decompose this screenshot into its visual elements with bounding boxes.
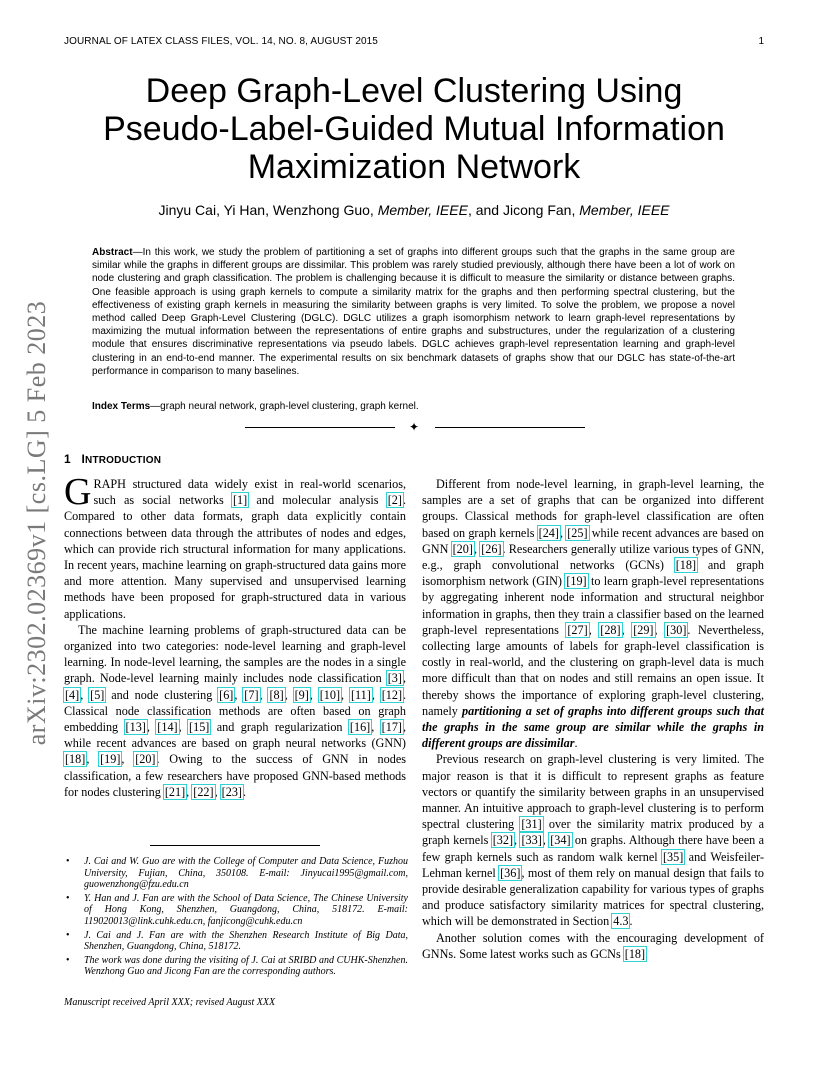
text-run: to learn graph-level representations by aggregating inherent node information and structural neighbor information in graphs, then they train a classifier based on the learned graph-level representations xyxy=(422,574,764,637)
index-terms xyxy=(92,401,735,412)
citation-link[interactable]: [20] xyxy=(452,541,473,556)
section-heading xyxy=(64,452,161,466)
index-terms-label: Index Terms xyxy=(92,401,151,412)
citation-link[interactable]: [7] xyxy=(244,687,259,702)
text-run: and graph isomorphism network (GIN) xyxy=(422,558,764,589)
text-run: and node clustering xyxy=(105,687,219,702)
paragraph xyxy=(64,471,406,622)
citation-link[interactable]: [25] xyxy=(567,525,588,540)
footnote-item: • J. Cai and W. Guo are with the College of Computer and Data Science, Fuzhou University, Fujian, China, 350108. E-mail: Jinyucai1995@gmail.com, guowenzhong@fzu.edu.cn xyxy=(64,856,408,891)
citation-link[interactable]: [18] xyxy=(65,752,86,767)
text-run: and Weisfeiler-Lehman kernel xyxy=(422,849,765,880)
citation-link[interactable]: [20] xyxy=(135,752,156,767)
section-title-initial: I xyxy=(81,452,86,466)
abstract-label: Abstract xyxy=(92,247,133,258)
citation-link[interactable]: [9] xyxy=(294,687,309,702)
smallcaps-word: RAPH xyxy=(93,477,126,491)
citation-link[interactable]: [23] xyxy=(221,784,242,799)
citation-link[interactable]: [2] xyxy=(387,493,402,508)
citation-link[interactable]: [22] xyxy=(193,784,214,799)
paragraph: The machine learning problems of graph-structured data can be organized into two categories: node-level learning and graph-level learning. In node-level learning, the samples are the nodes in a single graph. Node-level learning mainly includes node classification [3], [4], [5] and node clustering [6], [7], [8], [9], [10], [11], [12]. Classical node classification methods are often based on graph embedding [13], [14], [15] and graph regularization [16], [17], while recent advances are based on graph neural networks (GNN) [18], [19], [20]. Owing to the success of GNN in nodes classification, a few researchers have proposed GNN-based methods for nodes clustering [21], [22], [23]. xyxy=(64,622,407,799)
text-run: . xyxy=(629,914,633,929)
citation-link[interactable]: [3] xyxy=(387,671,402,686)
author-list xyxy=(80,202,748,218)
text-run: Another solution comes with the encouraging development of GNNs. Some latest works such as GCNs xyxy=(422,930,764,961)
title-line: Deep Graph-Level Clustering Using xyxy=(145,72,683,110)
citation-link[interactable]: [12] xyxy=(381,687,403,702)
author-membership: Member, IEEE xyxy=(377,202,468,218)
left-column xyxy=(64,471,407,800)
emphasized-definition: partitioning a set of graphs into different groups such that the graphs in the same group are similar while the graphs in different groups are dissimilar xyxy=(422,703,765,751)
separator-diamond-icon: ✦ xyxy=(409,420,420,434)
title-line: Maximization Network xyxy=(247,148,581,186)
citation-link[interactable]: [18] xyxy=(675,558,697,573)
abstract-text: —In this work, we study the problem of partitioning a set of graphs into different groups such that the graphs in the same group are similar while the graphs in different groups are dissimilar. This problem was rarely studied previously, although there have been a lot of work on node clustering and graph classification. The problem is challenging because it is difficult to measure the similarity or distance between graphs. One feasible approach is using graph kernels to compute a similarity matrix for the graphs and then performing spectral clustering, but the effectiveness of existing graph kernels in measuring the similarity between graphs is very limited. To solve the problem, we propose a novel method called Deep Graph-Level Clustering (DGLC). DGLC utilizes a graph isomorphism network to learn graph-level representations by maximizing the mutual information between the representations of entire graphs and substructures, under the regularization of a clustering module that ensures discriminative representations via pseudo labels. DGLC achieves graph-level representation learning and graph-level clustering in an end-to-end manner. The experimental results on six benchmark datasets of graphs show that our DGLC has state-of-the-art performance in comparison to many baselines. xyxy=(92,247,735,377)
citation-link[interactable]: [19] xyxy=(100,752,121,767)
citation-link[interactable]: [4] xyxy=(65,687,80,702)
citation-link[interactable]: [27] xyxy=(567,622,588,637)
citation-link[interactable]: [34] xyxy=(550,833,571,848)
footnote-item: • Y. Han and J. Fan are with the School of Data Science, The Chinese University of Hong Kong, Shenzhen, Guangdong, China, 518172. E-mail: 119020013@link.cuhk.edu.cn, fanjicong@cuhk.edu.cn xyxy=(64,893,408,928)
paragraph xyxy=(422,930,764,962)
citation-link[interactable]: [19] xyxy=(566,574,587,589)
text-run: on graphs. Although there have been a few graph kernels such as random walk kernel xyxy=(422,833,765,864)
text-run: structured data widely exist in real-world scenarios, such as social networks xyxy=(93,477,406,508)
author-names: , and Jicong Fan, xyxy=(467,202,580,218)
citation-link[interactable]: [36] xyxy=(500,865,521,880)
author-membership: Member, IEEE xyxy=(579,202,670,218)
citation-link[interactable]: [35] xyxy=(663,849,684,864)
citation-link[interactable]: [6] xyxy=(219,687,234,702)
text-run: . Nevertheless, collecting large amounts of labels for graph-level classification is costly in real-world, and the clustering on graph-level data is much more difficult than that on nodes and still remains an open issue. It thereby shows the importance of exploring graph-level clustering, namely xyxy=(422,622,764,718)
drop-cap: G xyxy=(64,471,92,513)
citation-link[interactable]: [1] xyxy=(232,493,248,508)
citation-link[interactable]: [16] xyxy=(349,720,371,735)
text-run: . Classical node classification methods are often based on graph embedding xyxy=(64,687,407,735)
footnote-rule xyxy=(150,845,320,846)
footnote-list xyxy=(64,856,408,980)
footnote-item: • J. Cai and J. Fan are with the Shenzhen Research Institute of Big Data, Shenzhen, Guangdong, China, 518172. xyxy=(64,930,408,953)
page-number: 1 xyxy=(758,36,764,47)
citation-link[interactable]: [5] xyxy=(90,687,105,702)
abstract xyxy=(92,246,735,378)
citation-link[interactable]: [8] xyxy=(269,687,284,702)
citation-link[interactable]: [11] xyxy=(350,687,371,702)
paper-title xyxy=(80,72,748,186)
text-run: Different from node-level learning, in graph-level learning, the samples are a set of graphs that can be organized into different groups. Classical methods for graph-level classification are often based on graph kernels xyxy=(422,477,764,540)
footnote-item: • The work was done during the visiting of J. Cai at SRIBD and CUHK-Shenzhen. Wenzhong Guo and Jicong Fan are the corresponding authors. xyxy=(64,955,408,978)
citation-link[interactable]: [21] xyxy=(164,784,186,799)
citation-link[interactable]: [28] xyxy=(600,622,621,637)
citation-link[interactable]: [29] xyxy=(633,622,654,637)
text-run: Previous research on graph-level clustering is very limited. The major reason is that it is difficult to represent graphs as feature vectors or quantify the similarity between graphs in an unsupervised manner. An intuitive approach to graph-level clustering is to perform spectral clustering xyxy=(422,752,764,832)
text-run: over the similarity matrix produced by a graph kernels xyxy=(422,817,764,848)
manuscript-note: Manuscript received April XXX; revised August XXX xyxy=(64,997,276,1008)
citation-link[interactable]: [18] xyxy=(624,946,646,961)
text-run: while recent advances are based on GNN xyxy=(422,525,765,556)
text-run: . xyxy=(574,736,578,751)
citation-link[interactable]: [14] xyxy=(157,720,178,735)
text-run: , most of them rely on manual design that fails to provide desirable generalization capability for various types of graphs and produce satisfactory similarity matrices for spectral clustering, which will be demonstrated in Section xyxy=(422,865,764,929)
section-link[interactable]: 4.3 xyxy=(613,914,629,929)
text-run: . Researchers generally utilize various types of GNN, e.g., graph convolutional networks (GCNs) xyxy=(422,541,764,573)
text-run: The machine learning problems of graph-structured data can be organized into two categories: node-level learning and graph-level learning. In node-level learning, the samples are the nodes in a single graph. Node-level learning mainly includes node classification xyxy=(64,622,406,686)
running-head: JOURNAL OF LATEX CLASS FILES, VOL. 14, NO. 8, AUGUST 2015 xyxy=(64,36,378,47)
section-title-rest: NTRODUCTION xyxy=(85,455,162,466)
section-separator xyxy=(245,420,585,434)
section-number: 1 xyxy=(64,452,71,466)
citation-link[interactable]: [13] xyxy=(125,720,146,735)
citation-link[interactable]: [31] xyxy=(521,817,542,832)
citation-link[interactable]: [15] xyxy=(189,720,210,735)
index-terms-text: —graph neural network, graph-level clustering, graph kernel. xyxy=(150,401,419,412)
text-run: , while recent advances are based on graph neural networks (GNN) xyxy=(64,720,407,751)
paragraph: Different from node-level learning, in graph-level learning, the samples are a set of graphs that can be organized into different groups. Classical methods for graph-level classification are often based on graph kernels [24], [25] while recent advances are based on GNN [20], [26]. Researchers generally utilize various types of GNN, e.g., graph convolutional networks (GCNs) [18] and graph isomorphism network (GIN) [19] to learn graph-level representations by aggregating inherent node information and structural neighbor information in graphs, then they train a classifier based on the learned graph-level representations [27], [28], [29], [30]. Nevertheless, collecting large amounts of labels for graph-level classification is costly in real-world, and the clustering on graph-level data is much more difficult than that on nodes and still remains an open issue. It thereby shows the importance of exploring graph-level clustering, namely partitioning a set of graphs into different groups such that the graphs in the same group are similar while the graphs in different groups are dissimilar. xyxy=(422,477,765,751)
citation-link[interactable]: [32] xyxy=(492,833,514,848)
paragraph: Previous research on graph-level clustering is very limited. The major reason is that it is difficult to represent graphs as feature vectors or quantify the similarity between graphs in an unsupervised manner. An intuitive approach to graph-level clustering is to perform spectral clustering [31] over the similarity matrix produced by a graph kernels [32], [33], [34] on graphs. Although there have been a few graph kernels such as random walk kernel [35] and Weisfeiler-Lehman kernel [36], most of them rely on manual design that fails to provide desirable generalization capability for various types of graphs and produce satisfactory similarity matrices for spectral clustering, which will be demonstrated in Section 4.3. xyxy=(422,752,765,929)
citation-link[interactable]: [30] xyxy=(666,622,687,637)
citation-link[interactable]: [10] xyxy=(319,687,341,702)
text-run: . Owing to the success of GNN in nodes classification, a few researchers have proposed GNN-based methods for nodes clustering xyxy=(64,752,406,799)
arxiv-stamp[interactable]: arXiv:2302.02369v1 [cs.LG] 5 Feb 2023 xyxy=(22,300,51,746)
title-line: Pseudo-Label-Guided Mutual Information xyxy=(103,110,725,148)
text-run: and graph regularization xyxy=(210,720,349,735)
citation-link[interactable]: [17] xyxy=(381,720,402,735)
citation-link[interactable]: [24] xyxy=(538,525,559,540)
separator-line xyxy=(435,427,585,428)
text-run: and molecular analysis xyxy=(248,493,387,508)
author-names: Jinyu Cai, Yi Han, Wenzhong Guo, xyxy=(158,202,378,218)
text-run: . Compared to other data formats, graph data explicitly contain connections between data through the attributes of nodes and edges, which can provide rich structural information for many applications. In recent years, machine learning on graph-structured data gains more and more attention. Many supervised and unsupervised learning methods have been proposed for graph-structured data in various applications. xyxy=(64,493,406,621)
text-run: . xyxy=(242,784,247,799)
citation-link[interactable]: [26] xyxy=(481,541,502,556)
separator-line xyxy=(245,427,395,428)
right-column xyxy=(422,476,764,962)
citation-link[interactable]: [33] xyxy=(521,833,542,848)
